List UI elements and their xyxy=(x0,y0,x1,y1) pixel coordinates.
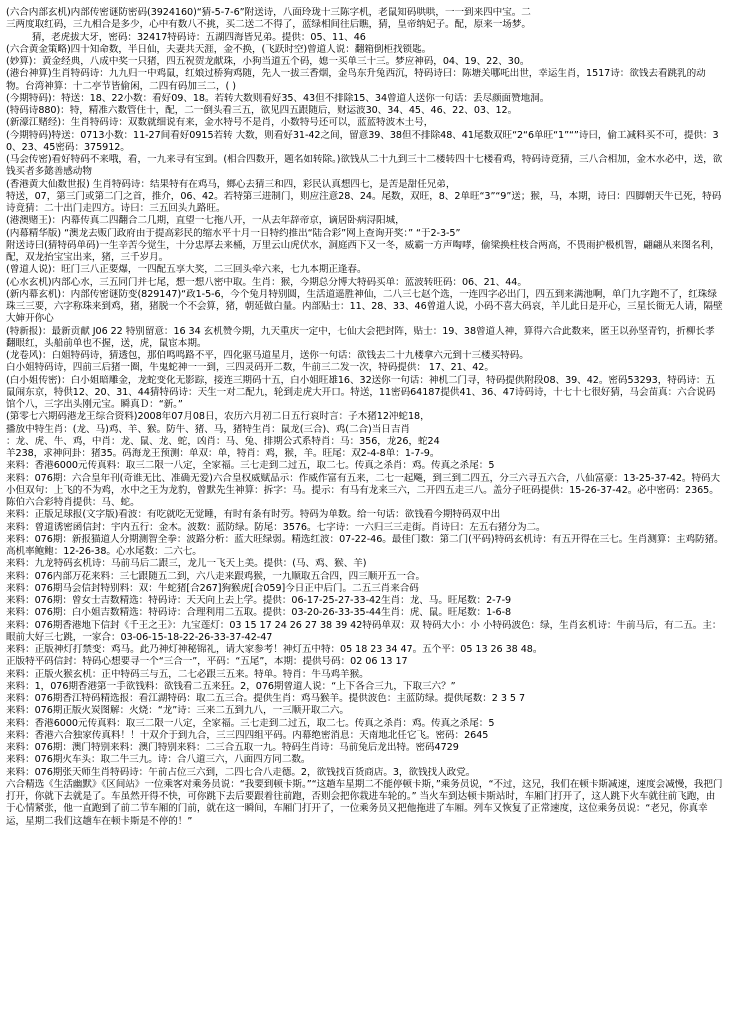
text-line: 特送，07，第三门或第二门之首，推介，06、42。若特第三进制门，则应注意28、24。尾数，双旺，8、2单旺“3”“9”送；猴，马，本期，诗曰：四脚朝天牛已死，特码诗竟猜：二十出门走四方。诗曰：三五回头九路旺。 xyxy=(6,190,722,214)
text-line: (内幕精华版) “澳龙去贩门政府由于提高彩民的缩水平十月一日特约推出“陆合彩”网上查询开奖：” “于2-3-5” xyxy=(6,227,461,239)
text-line: 来料：076期马会信封特别料：双：牛蛇猪[合267]狗猴虎[合059]今日正中后门。二五三肖来合码 xyxy=(6,582,419,594)
text-line: 来料：076期正版火炭图解：火烧：“龙”诗：三来二五到九八，一三顺开取二六。 xyxy=(6,705,349,717)
text-line: (龙卷风)：白姐特码诗，猜透包，那伯鸣鸣路不平，四化驱马道星月，送你一句话：欲钱去二十九楼拿六元到十三楼买特码。 xyxy=(6,350,529,361)
text-line: 来料：076内部万花来料：三七跟随五二到，六八走来跟鸡猴，一九顺取五合四，四三顺开五一合。 xyxy=(6,570,425,582)
text-line: (特新报)：最新贡献 J06 22 特别留意：16 34 玄机赞今期，九天重庆一定中，七仙大会把封阵，贴士：19、38曾道人神，算得六合此数来，匿王以孙坚青钓，折柳长孝翻眼红，头船前单也不握，送，虎，鼠宦本期。 xyxy=(6,325,715,349)
text-line: 白小姐特码诗，四前三后猪一圈，牛鬼蛇神一一到，三四灵码开二数，牛前三二发一次，特码提供： 17、21、42。 xyxy=(6,362,494,374)
text-line: 来料：076期香江特码精选报：看江湖特码：取二五三合。提供生肖：鸡马猴羊。提供波色：主蓝防绿。提供尾数：2 3 5 7 xyxy=(6,693,526,704)
text-line: (曾道人说)：旺门三八正要爆，一四配五享大奖，二三回头牵六来，七九本期正逢春。 xyxy=(6,264,367,276)
text-line: (港澳赌王)：内幕传真二四翻合二几期，直望一七拖八开，一从去年辞帝京，谪居卧病浔阳城， xyxy=(6,215,405,227)
text-line: 来料：1，076期香港第一手欲钱料：欲钱看二五来狂。2，076期曾道人说：“上下各合三九，下取三六？” xyxy=(6,680,456,692)
text-line: (今期特码)特送：0713小数：11-27间看好0915若转 大数，则看好31-42之间，留意39、38但不排除48、41尾数双旺“2“6单旺“1”“”诗曰，偷工减料买不可，提供：30、23、45密码：375912。 xyxy=(6,129,719,153)
text-line: 来料：九龙特码玄机诗：马前马后二跟三，龙儿一飞天上美。提供：(马、鸡、猴、羊) xyxy=(6,558,367,570)
text-line: (妙算)：黄金经典，八成中奖一只猪，四五祝贺龙献珠，小狗当道五个码，媳一买单三十三。梦应神码，04、19、22、30。 xyxy=(6,56,530,67)
text-line: 来料：076期：六合皇年刊(奇谁无比、准确无爱)六合皇权威赋品示：作威作富有五来，二七一起飚，到三到二四五，分三六寻五六合，八仙富豪：13-25-37-42。特码大小但双句：上飞的不为鸡，水中之王为龙豹，曾默先生神算：拆字：马。提示：有马有龙来三六，二开四五走三八。盖分子旺码提供：15-26-37-42。必中密码：2365。陈伯六合彩特肖提供：马、蛇。 xyxy=(6,472,721,508)
text-line: 附送诗曰(猜特码单码)一生辛苦今觉生，十分忠厚去来桶，万里云山虎伏水，洞庭西下又一冬，威霸一方声啕哮，偷梁换柱枝合两高，不畏雨护极机智，翩翩从来图名利，配，双龙抬宝宝出来，猪，三千岁月。 xyxy=(6,239,720,263)
text-line: 来料：076期：新报猫道人分期测智全拳：波路分析：蓝大旺绿弱。精选红波：07-22-46。最佳门数：第二门(平码)特码玄机诗：有五开得在三七。生肖测算：主鸡防猪。高机率鲍鲍：12-26-38。心水尾数：二六七。 xyxy=(6,533,724,557)
text-line: 来料：076期：澳门特别来料：澳门特别来料：二三合五取一九。特码生肖诗：马前兔后龙出特。密码4729 xyxy=(6,742,459,753)
text-line: 来料：香港6000元传真料：取三二限一八定，全家福。三七走到二过五，取二七。传真之杀肖：鸡。传真之杀尾：5 xyxy=(6,717,495,729)
text-line: 播放中特生肖：(龙、马)鸡、羊、猴。防牛、猪、马，猪特生肖：鼠龙(三合)、鸡(二合)当日吉肖 xyxy=(6,423,410,435)
text-line: (马会传密)看好特码不来哦，看，一九来寻有宝到。(相合四数开，题名如转除。)欲钱从二十九到三十二楼转四十七楼看鸡，特码诗竟猜，三八合相加，金木水必中，送，欲钱买者多懿善感动物 xyxy=(6,154,723,178)
text-line: 来料：076期：白小姐吉数精选：特码诗：合理利用二五取。提供：03-20-26-33-35-44生肖：虎、鼠。旺尾数：1-6-8 xyxy=(6,607,512,619)
text-line: (六合黄金策略)四十知命数，半日仙，夫妻共天涯，金不换，(飞跃时空)曾道人说：翻箱倒柜找锁匙。 xyxy=(6,43,432,55)
text-line: (香港黄大仙数世报) 生肖特码诗：结果特有在鸡马，鄉心去猜三和四，彩民认真想四七，是苦是甜任兄弟， xyxy=(6,178,456,190)
text-line: (港台神算)生肖特码诗：九九归一中鸡鼠，红娘过桥狗鸡随，先人一拔三香烟，金鸟东升兔西沉，特码诗曰：陈塘关哪吒出世，幸运生肖，1517诗：欲钱去看跳乳的动物。台湾神算：十二亭节皆偷闲，二四有码加三二，( ) xyxy=(6,68,706,92)
text-line: 来料：曾道诱密函信封：宇内五行：金木。波数：蓝防绿。防尾：3576。七字诗：一六归三三走街。肖诗曰：左五右猪分为二。 xyxy=(6,521,546,533)
text-line: 来料：香港6000元传真料：取三二限一八定，全家福。三七走到二过五，取二七。传真之杀肖：鸡。传真之杀尾：5 xyxy=(6,460,495,472)
text-line: 来料：香港六合独家传真料！！十双介于到九合，三三四四组平码。内幕绝密消息：天南地北任它飞。密码：2645 xyxy=(6,729,489,741)
text-line: 三两度取红码，三九相合是多少，心中有数八不挑，买二送二不得了，蓝绿相间往后瞧，猜，皇帝纳妃子。配，原来一场梦。 xyxy=(6,19,531,31)
text-line: (白小姐传密)：白小姐暗雕金，龙蛇变化无影踪，接连三期码十五，白小姐旺雄16、32送你一句话：神机二门寻，特码提供附段08、39、42。密码53293，特码诗：五鼠闹东京，特供12、20、31、44猜特码诗：天生一对二配九，轮到走虎大开口。特送，11密码64187提供41、36、47诗码诗，十七十七很好猜，马会苗真：六合说码馆个八，三字出头刚元宝。瞬真Ｄ：“新。” xyxy=(6,374,716,410)
text-line: (第零七六期码港龙王综合资料)2008年07月08日，农历六月初二日五行哀时言：子木猪12冲蛇18， xyxy=(6,411,430,423)
text-line: (今期特码)：特送：18、22小数：看好09、18。若转大数则看好35、43但不排除15、34曾道人送你一句话：丢尽颜面赞地洞。 xyxy=(6,92,550,104)
text-line: (六合内部玄机)内部传密谜防密码(3924160)“猜-5-7-6”附送诗，八面玲珑十三陈字机，老鼠知码哄哄，一一到来四中宝。二 xyxy=(6,7,531,18)
text-line: 来料：正版足球报(文字版)看波：有吃就吃无觉睡，有时有条有时劳。特码为单数。给一句话：欲钱看今期特码双中出 xyxy=(6,509,501,521)
text-line: (新濠江赌经)：生肖特码诗：双数就细说有来，金水特号不是肖，小数特号还可以，蓝蓝特波木土号， xyxy=(6,117,434,129)
text-line: 来料：正版火猴玄机：正中特码三与五，二七必跟三五来。特单。特肖：牛马鸡羊猴。 xyxy=(6,668,369,680)
text-line: 羊238，求神问卦：猪35。码海龙王预测：单双：单，特肖：鸡，猴，羊。旺尾：双2-4-8单：1-7-9。 xyxy=(6,448,440,459)
text-line: (新内幕玄机)：内部传密谜防变(829147)“政1-5-6，今个兔月特别圆，生活道遥胜神仙，二八三七赵个选，一连四字必出门，四五到来满池啊，单门九字跑不了，红珠绿珠三三要，六字称珠来到鸡，猪，猪脱一个不会算，猪，朝延做白量。内部贴士：11、28、33、46曾道人说，小码不喜大码哀，羊儿此日是开心，三星长衙无人请，隔壁大婶开你心 xyxy=(6,288,723,325)
text-line: 来料：076期：曾女士吉数精选：特码诗：天天向上去上学。提供：06-17-25-27-33-42生肖：龙、马。旺尾数：2-7-9 xyxy=(6,595,512,606)
text-line: 来料：正版神灯打禁变：鸡马。此乃神灯神秘锦礼，请大家参考！神灯五中特：05 18 23 34 47。五个平：05 13 26 38 48。 xyxy=(6,644,543,655)
text-line: 猜，老虎拔大牙，密码：32417特码诗：五湖四海皆兄弟。提供：05、11、46 xyxy=(32,31,366,43)
text-line: ：龙、虎、牛、鸡，中肖：龙、鼠、龙、蛇，凶肖：马、兔、排期公式系特肖：马：356，龙26，蛇24 xyxy=(6,435,440,447)
text-line: 六合精选《生活幽默》《区间站》一位乘客对乘务员说：“我要到顿卡斯。”“这趟车星期二不能停顿卡斯，”乘务员说，“不过，这兄，我们在顿卡斯减速，速度会减慢，我把门打开，你就下去就是了。车虽然开得不快，可你跳下去后要跟着往前跑，否则会把你栽进车轮的。” 当火车到达顿卡斯站时，车厢门打开了，这人跳下火车就往前飞跑，由于心情紧张，他一直跑到了前二节车厢的门前，就在这一瞬间，车厢门打开了，一位乘务员又把他拖进了车厢。列车又恢复了正常速度，这位乘务员说：“老兄，你真幸运，星期二我们这趟车在顿卡斯是不停的！” xyxy=(6,778,723,827)
text-line: 正版特平码信封：特码心想要寻一个“三合一”，平码：“五尾”，本期：提供号码：02 06 13 17 xyxy=(6,656,408,668)
text-line: (心水玄机)内部心水，三五同门并七尾，想一想八密中取。生肖：猴，今期总分博大特码买单：蓝波转旺码：06、21、44。 xyxy=(6,276,527,288)
text-line: 来料：076期火车头：取二牛三九。诗：合八道三六，八面四方同二数。 xyxy=(6,754,311,766)
text-line: (特码诗880)：特，精准六数管住十，配，二一倒头看三五，欲见四五跟随后，财运波30、34、45、46、22、03、12。 xyxy=(6,105,518,116)
text-line: 来料：076期张天师生肖特码诗：午前占位三六到，二四七合八走德。2，欲钱找百货商店。3，欲钱找人政党。 xyxy=(6,766,476,778)
text-line: 来料：076期香港地下信封《千王之王》：九宝莲灯：03 15 17 24 26 27 38 39 42特码单双：双 特码大小：小 小特码波色：绿，生肖玄机诗：牛前马后，有二五。主：眼前大好三七跳，一家合：03-06-15-18-22-26-33-37-42-47 xyxy=(6,619,722,643)
